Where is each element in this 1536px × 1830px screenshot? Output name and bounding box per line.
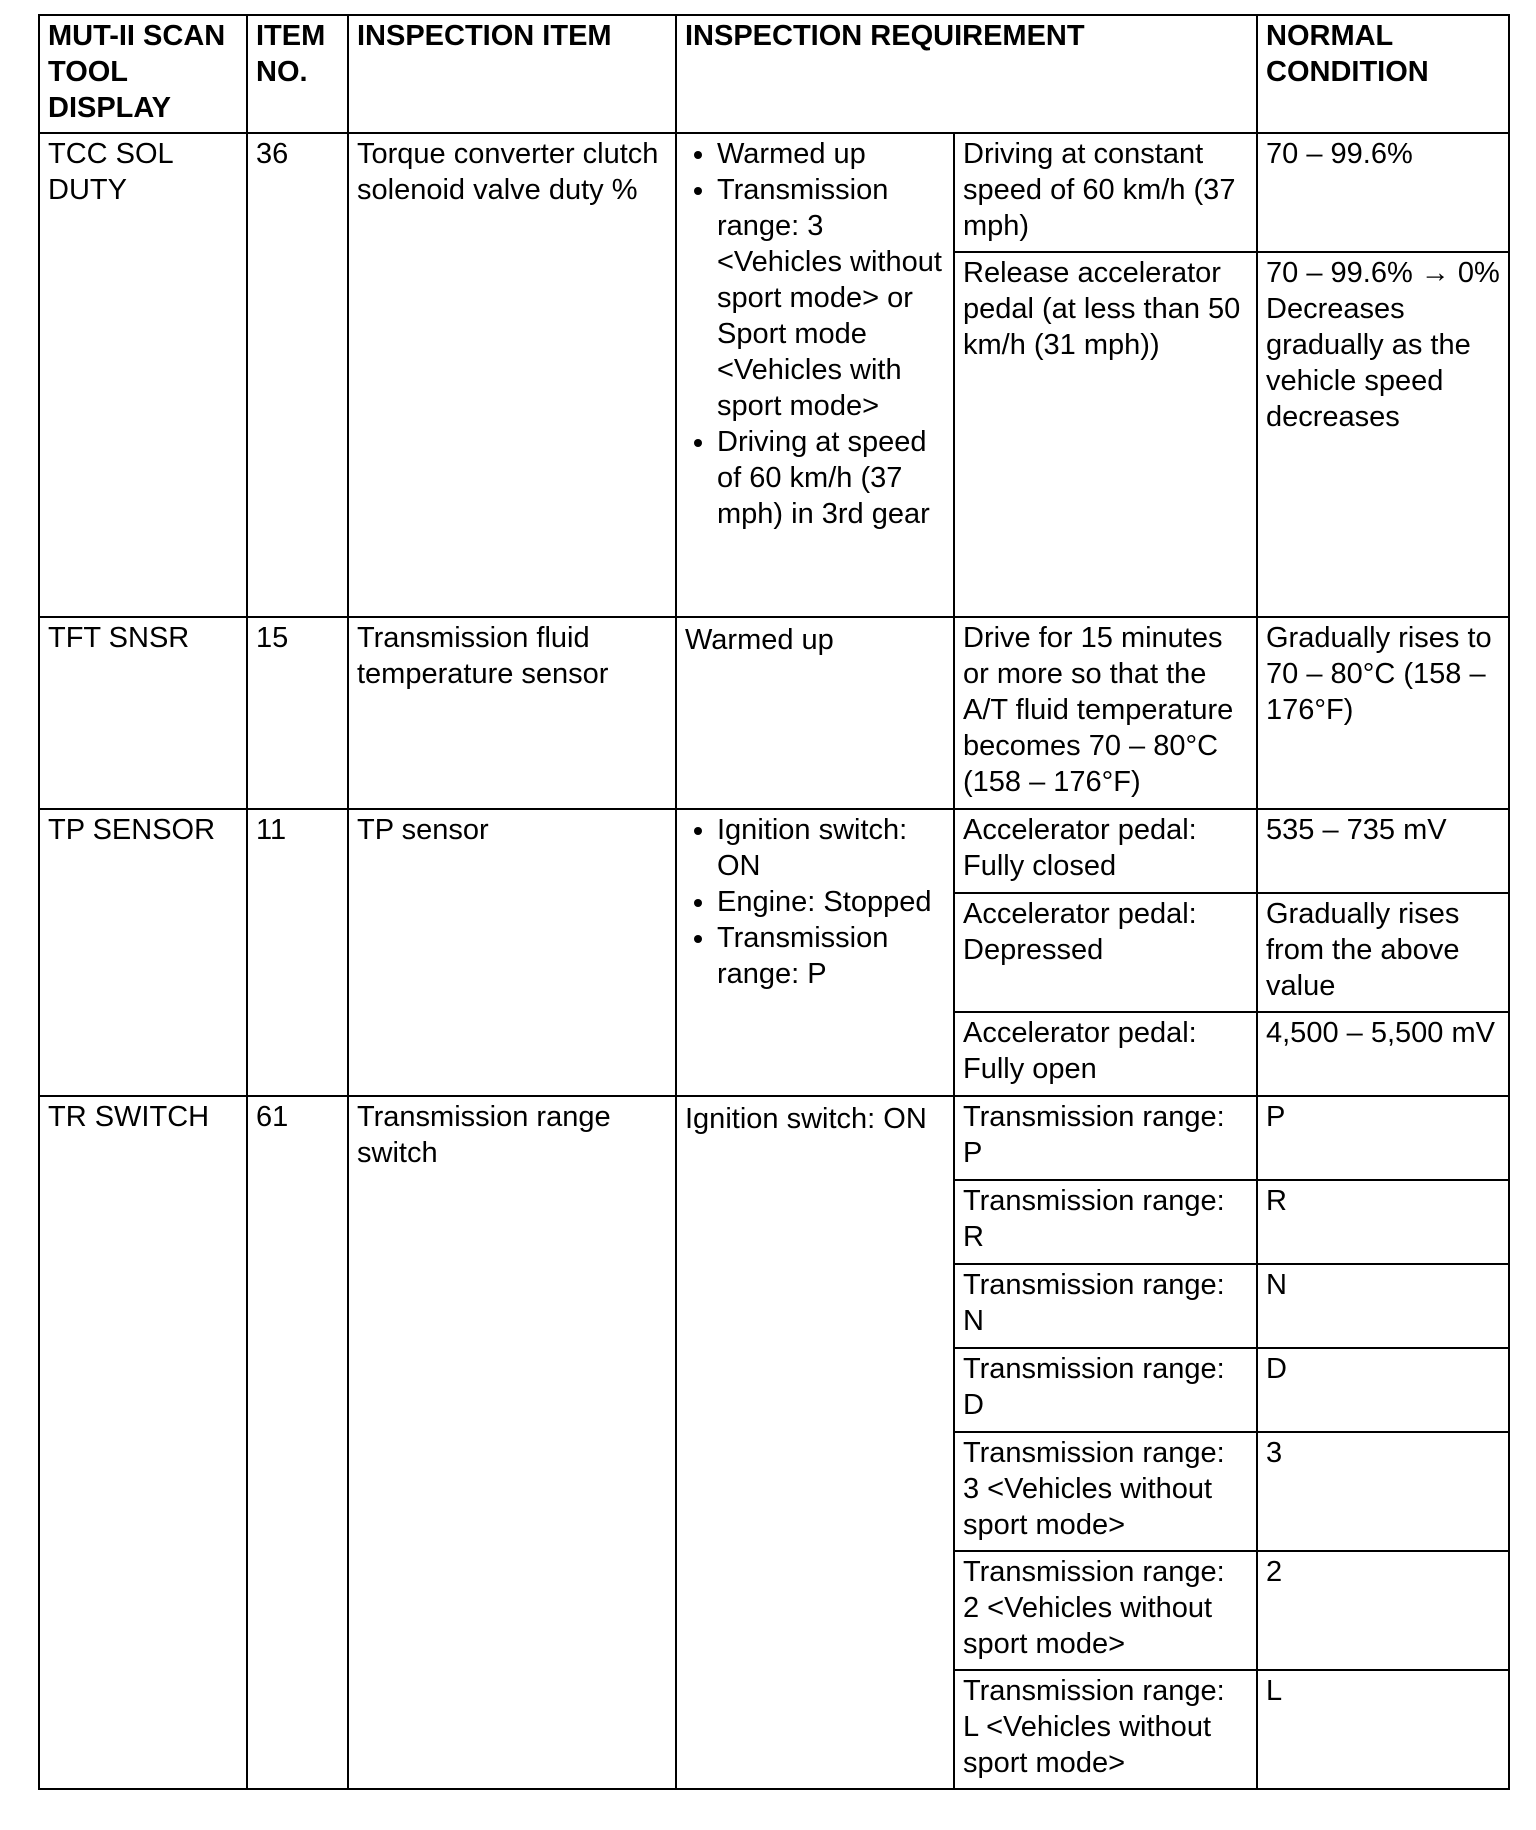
normal-condition-cell: L bbox=[1257, 1670, 1509, 1789]
condition-cell: Transmission range: D bbox=[954, 1348, 1257, 1432]
normal-condition-cell: P bbox=[1257, 1096, 1509, 1180]
item-no-cell: 61 bbox=[247, 1096, 348, 1789]
header-row bbox=[39, 15, 1509, 133]
normal-condition-cell: Gradually rises to 70 – 80°C (158 – 176°F) bbox=[1257, 617, 1509, 809]
inspection-table bbox=[38, 14, 1510, 1790]
condition-cell: Transmission range: N bbox=[954, 1264, 1257, 1348]
inspection-requirement-cell bbox=[676, 809, 954, 1096]
condition-cell: Accelerator pedal: Depressed bbox=[954, 893, 1257, 1012]
requirement-bullet: • Transmission range: 3 <Vehicles without sport mode> or Sport mode <Vehicles with sport mode> bbox=[717, 172, 945, 424]
display-cell: TP SENSOR bbox=[39, 809, 247, 1096]
header-inspection-item: INSPECTION ITEM bbox=[348, 15, 676, 133]
table-row bbox=[39, 133, 1509, 252]
normal-condition-cell: 535 – 735 mV bbox=[1257, 809, 1509, 893]
header-item-no: ITEM NO. bbox=[247, 15, 348, 133]
requirement-list bbox=[685, 136, 945, 532]
requirement-bullet: • Ignition switch: ON bbox=[717, 812, 945, 884]
condition-cell: Drive for 15 minutes or more so that the A/T fluid temperature becomes 70 – 80°C (158 – 176°F) bbox=[954, 617, 1257, 809]
table-row bbox=[39, 1096, 1509, 1180]
inspection-item-cell: Transmission fluid temperature sensor bbox=[348, 617, 676, 809]
table-row bbox=[39, 809, 1509, 893]
normal-condition-cell: N bbox=[1257, 1264, 1509, 1348]
requirement-text: Warmed up bbox=[685, 624, 834, 656]
normal-condition-cell: D bbox=[1257, 1348, 1509, 1432]
condition-cell: Transmission range: P bbox=[954, 1096, 1257, 1180]
inspection-item-cell: Transmission range switch bbox=[348, 1096, 676, 1789]
requirement-bullet: • Engine: Stopped bbox=[717, 884, 945, 920]
inspection-requirement-cell bbox=[676, 133, 954, 617]
requirement-bullet: • Warmed up bbox=[717, 136, 945, 172]
inspection-item-cell: TP sensor bbox=[348, 809, 676, 1096]
normal-condition-cell: 4,500 – 5,500 mV bbox=[1257, 1012, 1509, 1096]
condition-cell: Release accelerator pedal (at less than 50 km/h (31 mph)) bbox=[954, 252, 1257, 617]
requirement-text: Ignition switch: ON bbox=[685, 1103, 927, 1135]
condition-cell: Transmission range: 3 <Vehicles without sport mode> bbox=[954, 1432, 1257, 1551]
inspection-requirement-cell bbox=[676, 617, 954, 809]
table-row bbox=[39, 617, 1509, 809]
condition-cell: Transmission range: L <Vehicles without sport mode> bbox=[954, 1670, 1257, 1789]
requirement-bullet: • Driving at speed of 60 km/h (37 mph) in 3rd gear bbox=[717, 424, 945, 532]
display-cell: TR SWITCH bbox=[39, 1096, 247, 1789]
normal-condition-cell: 2 bbox=[1257, 1551, 1509, 1670]
item-no-cell: 11 bbox=[247, 809, 348, 1096]
item-no-cell: 15 bbox=[247, 617, 348, 809]
normal-condition-cell: R bbox=[1257, 1180, 1509, 1264]
item-no-cell: 36 bbox=[247, 133, 348, 617]
inspection-item-cell: Torque converter clutch solenoid valve duty % bbox=[348, 133, 676, 617]
inspection-requirement-cell bbox=[676, 1096, 954, 1789]
requirement-list bbox=[685, 812, 945, 992]
normal-condition-cell: Gradually rises from the above value bbox=[1257, 893, 1509, 1012]
condition-cell: Accelerator pedal: Fully open bbox=[954, 1012, 1257, 1096]
condition-cell: Driving at constant speed of 60 km/h (37 mph) bbox=[954, 133, 1257, 252]
normal-condition-cell: 70 – 99.6% bbox=[1257, 133, 1509, 252]
display-cell: TFT SNSR bbox=[39, 617, 247, 809]
condition-cell: Transmission range: R bbox=[954, 1180, 1257, 1264]
header-display: MUT-II SCAN TOOL DISPLAY bbox=[39, 15, 247, 133]
requirement-bullet: • Transmission range: P bbox=[717, 920, 945, 992]
condition-cell: Transmission range: 2 <Vehicles without sport mode> bbox=[954, 1551, 1257, 1670]
display-cell: TCC SOL DUTY bbox=[39, 133, 247, 617]
normal-condition-cell: 70 – 99.6% → 0% Decreases gradually as the vehicle speed decreases bbox=[1257, 252, 1509, 617]
normal-condition-cell: 3 bbox=[1257, 1432, 1509, 1551]
header-inspection-requirement: INSPECTION REQUIREMENT bbox=[676, 15, 1257, 133]
condition-cell: Accelerator pedal: Fully closed bbox=[954, 809, 1257, 893]
header-normal-condition: NORMAL CONDITION bbox=[1257, 15, 1509, 133]
